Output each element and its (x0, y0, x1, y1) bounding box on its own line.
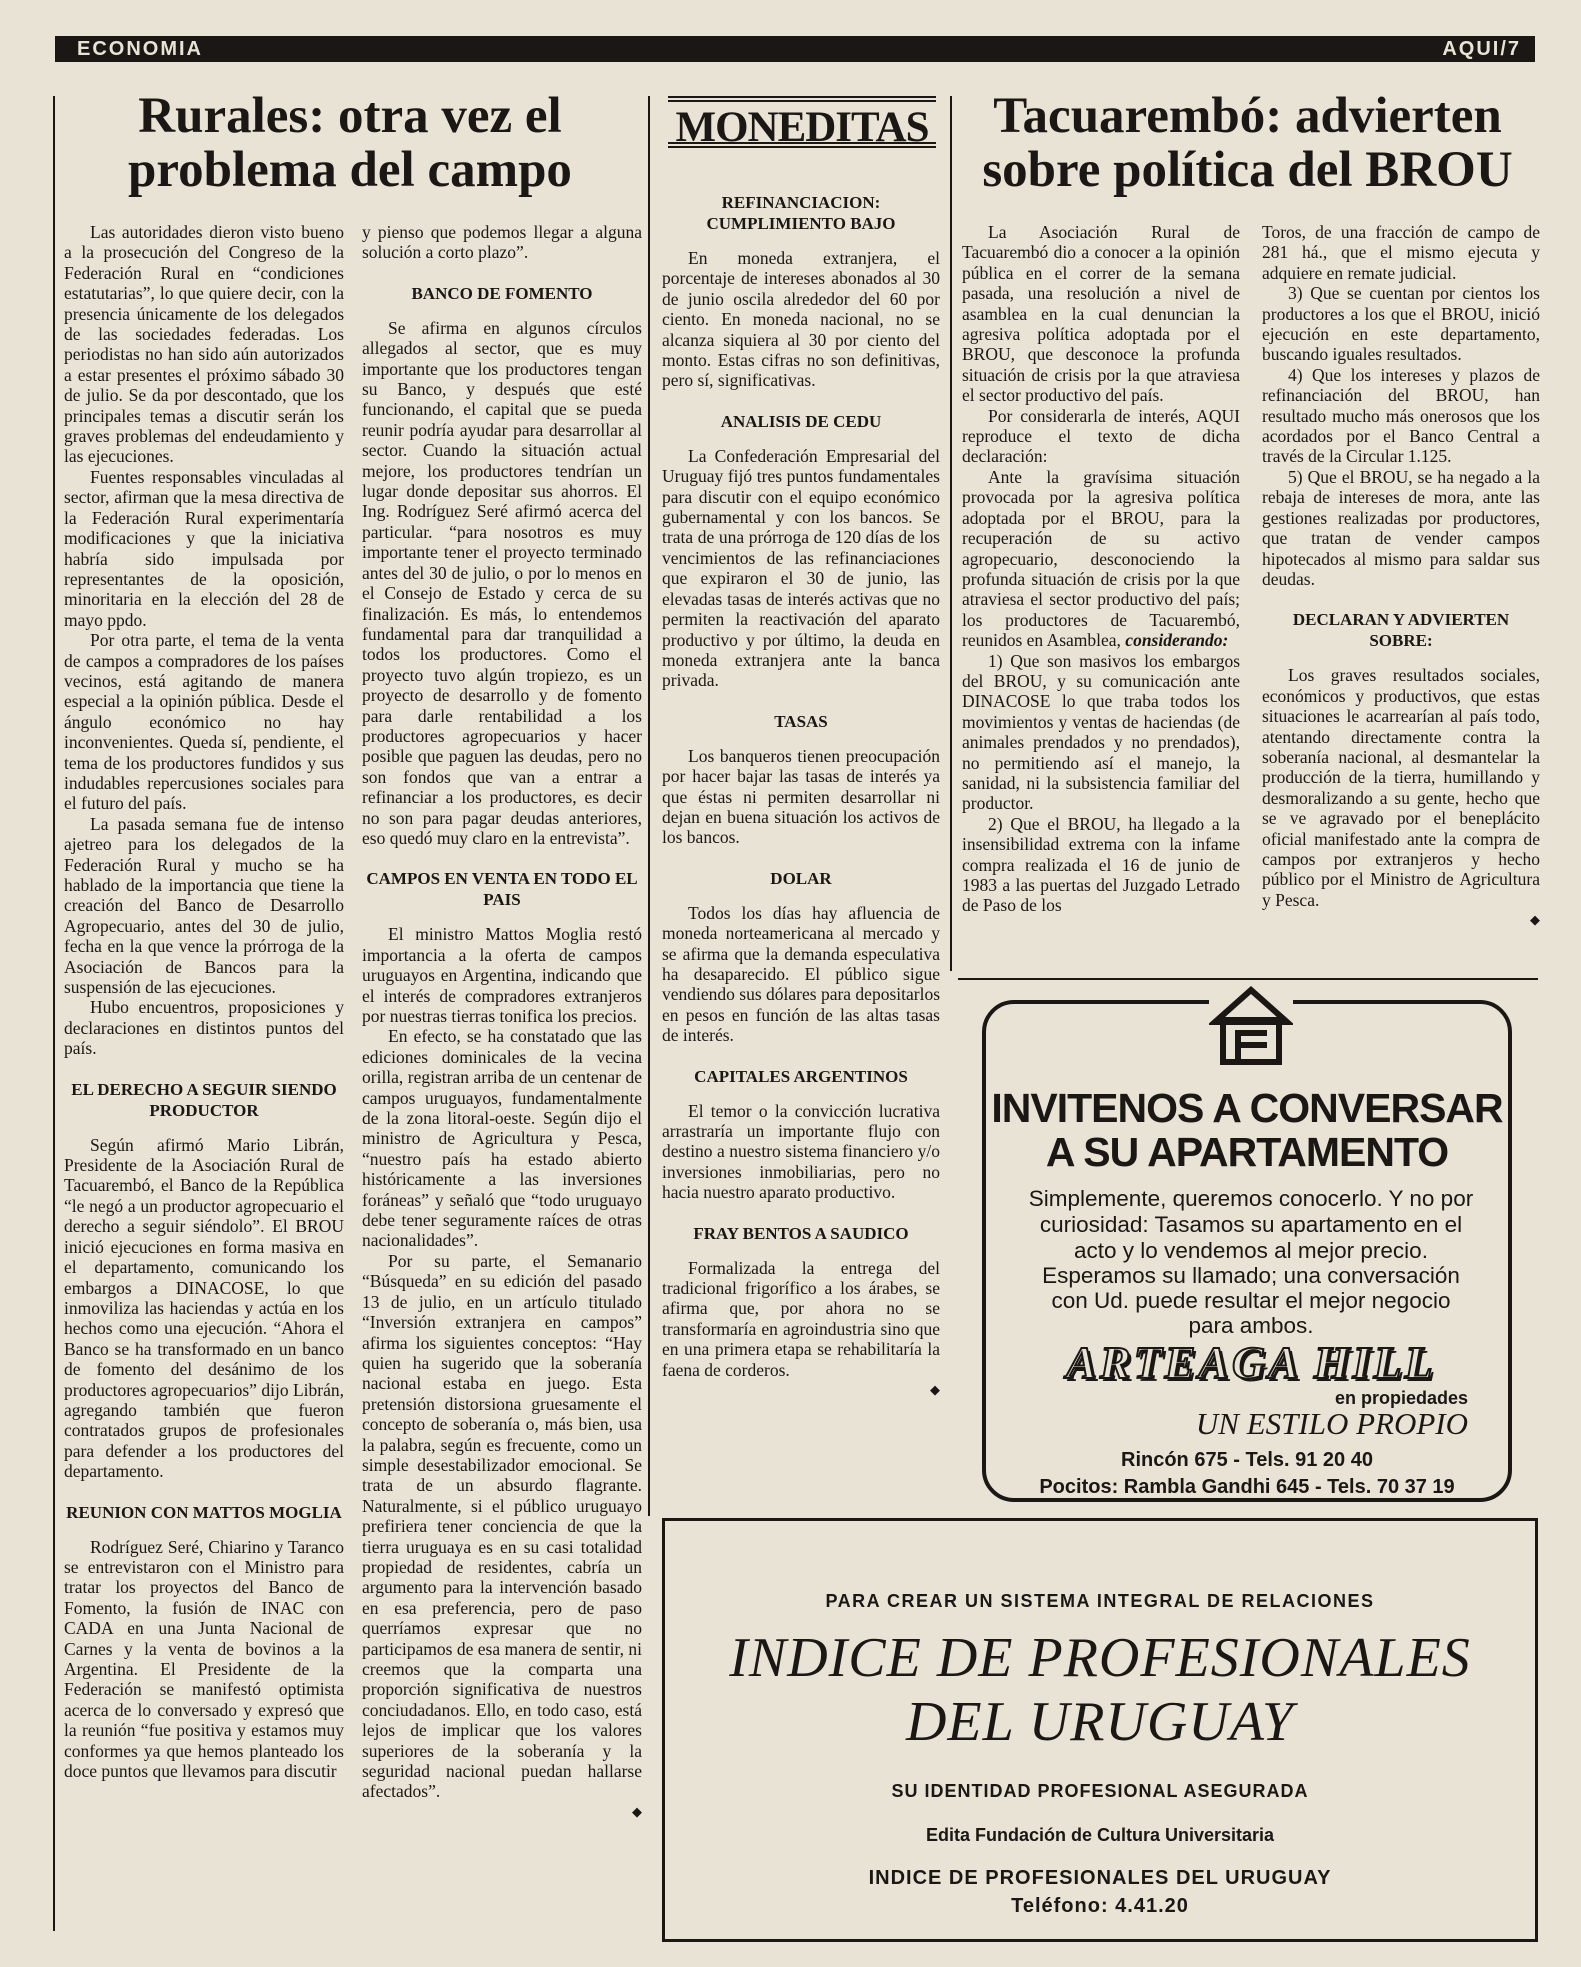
ad-name: INDICE DE PROFESIONALES DEL URUGUAY (868, 1867, 1332, 1889)
moneditas-column (662, 192, 940, 1512)
paragraph: Los banqueros tienen preocupación por hacer bajar las tasas de interés ya que éstas ni permiten desarrollar ni dejan en buena situación los activos de los bancos. (662, 745, 940, 848)
brand-name: ARTEAGA HILL (1066, 1337, 1436, 1388)
end-mark: ◆ (930, 1382, 940, 1398)
ad-address: Pocitos: Rambla Gandhi 645 - Tels. 70 37 19 (1039, 1476, 1455, 1498)
subheading: BANCO DE FOMENTO (411, 283, 593, 303)
end-mark: ◆ (632, 1803, 642, 1819)
rurales-column-1 (64, 222, 344, 1934)
page-number: AQUI/7 (1442, 38, 1521, 60)
subheading: CAPITALES ARGENTINOS (694, 1066, 908, 1086)
ad-text-line: curiosidad: Tasamos su apartamento en el (1039, 1212, 1463, 1237)
paragraph: La pasada semana fue de intenso ajetreo para los delegados de la Federación Rural y mucho se ha hablado de la importancia que tiene la creación del Banco de Desarrollo Agropecuario, antes del 30 de julio, fecha en la que vence la prórroga de la Asociación de Bancos para la suspensión de las ejecuciones. (64, 813, 344, 998)
section-header-bar (55, 36, 1535, 62)
paragraph: 4) Que los intereses y plazos de refinanciación del BROU, han resultado mucho más onerosos que los acordados por el Banco Central a través de la Circular 1.125. (1262, 364, 1540, 467)
paragraph: Rodríguez Seré, Chiarino y Taranco se entrevistaron con el Ministro para tratar los proyectos del Banco de Fomento, la fusión de INAC con CADA en una Junta Nacional de Carnes y la venta de bovinos a la Argentina. El Presidente de la Federación se manifestó optimista acerca de lo conversado y expresó que la reunión “fue positiva y estamos muy conformes ya que hemos planteado los doce puntos que llevamos para discutir (64, 1536, 344, 1782)
paragraph: Las autoridades dieron visto bueno a la prosecución del Congreso de la Federación Rural en “condiciones estatutarias”, lo que quiere decir, con la presencia únicamente de los delegados de las sociedades federadas. Los periodistas no han sido aún autorizados a estar presentes el próximo sábado 30 de julio. Se da por descontado, que los principales temas a discutir serán los graves problemas del endeudamiento y las ejecuciones. (64, 222, 344, 467)
subheading: REUNION CON MATTOS MOGLIA (66, 1502, 342, 1522)
arteaga-hill-ad (982, 1000, 1512, 1502)
column-rule (648, 96, 650, 1516)
paragraph: y pienso que podemos llegar a alguna solución a corto plazo”. (362, 222, 642, 263)
subheading: DECLARAN Y ADVIERTEN SOBRE: (1292, 610, 1510, 651)
paragraph: En moneda extranjera, el porcentaje de intereses abonados al 30 de junio oscila alrededor del 60 por ciento. En moneda nacional, no se alcanza siquiera al 30 por ciento del monto. Estas cifras no son definitivas, pero sí, significativas. (662, 248, 940, 391)
ad-text-line: acto y lo vendemos al mejor precio. (1074, 1238, 1428, 1263)
paragraph: Los graves resultados sociales, económicos y productivos, que estas situaciones le acarrearían al país todo, atentando directamente contra la soberanía nacional, al desmantelar la producción de la tierra, humillando y desmoralizando a su gente, hecho que se ve agravado por el beneplácito oficial manifestado ante la compra de campos por extranjeros y hecho público por el Ministro de Agricultura y Pesca. (1262, 665, 1540, 910)
paragraph: Formalizada la entrega del tradicional frigorífico a los árabes, se afirma que, por ahora no se transformaría en agroindustria sino que en una primera etapa se rehabilitaría la faena de corderos. (662, 1257, 940, 1380)
paragraph: Se afirma en algunos círculos allegados al sector, que es muy importante que los productores tengan su Banco, y después que esté funcionando, el capital que se pueda reunir podría ayudar para desarrollar al sector. Cuando la situación actual mejore, los productores tendrían un lugar donde depositar sus ahorros. El Ing. Rodríguez Seré afirmó acerca del particular. “para nosotros es muy importante tener el proyecto terminado antes del 30 de julio, o por lo menos en el Consejo de Estado y cerca de su finalización. Es más, lo entendemos fundamental para dar tranquilidad a todos los productores. Como el proyecto tuvo algún tropiezo, es un proyecto de desarrollo y de fomento para darle rentabilidad a los productores agropecuarios y hacer posible que paguen las deudas, pero no son fondos que van a entrar a refinanciar a los productores, es decir no son para pagar deudas anteriores, eso quedó muy claro en la entrevista”. (362, 317, 642, 848)
subheading: DOLAR (770, 868, 832, 888)
paragraph: El ministro Mattos Moglia restó importancia a la oferta de campos uruguayos en Argentina, indicando que el interés de compradores extranjeros por nuestras tierras tonifica los precios. (362, 924, 642, 1026)
subheading: TASAS (774, 711, 828, 731)
moneditas-logo: MONEDITAS (668, 96, 936, 148)
paragraph: 2) Que el BROU, ha llegado a la insensibilidad extrema con la infame compra realizada el 16 de junio de 1983 a las puertas del Juzgado Letrado de Paso de los (962, 813, 1240, 916)
brand-subtitle: en propiedades (1334, 1388, 1468, 1408)
ad-title: INDICE DE PROFESIONALES (729, 1627, 1471, 1689)
paragraph: 1) Que son masivos los embargos del BROU, y su comunicación ante DINACOSE lo que traba todos los movimientos y ventas de haciendas (de animales prendados y no prendados), no permitiendo así el manejo, la sanidad, ni la subsistencia familiar del productor. (962, 650, 1240, 814)
paragraph: 5) Que el BROU, se ha negado a la rebaja de intereses de mora, ante las gestiones realizadas por productores, que tratan de vender campos hipotecados al mismo para saldar sus deudas. (1262, 466, 1540, 589)
subheading: ANALISIS DE CEDU (720, 411, 882, 431)
ad-headline: INVITENOS A CONVERSAR (991, 1085, 1503, 1131)
ad-lead: PARA CREAR UN SISTEMA INTEGRAL DE RELACIONES (825, 1591, 1375, 1611)
brand-slogan: UN ESTILO PROPIO (1195, 1406, 1468, 1441)
paragraph: Toros, de una fracción de campo de 281 há., que el mismo ejecuta y adquiere en remate judicial. (1262, 222, 1540, 283)
paragraph: Todos los días hay afluencia de moneda norteamericana al mercado y se afirma que la demanda especulativa ha desaparecido. El público sigue vendiendo sus dólares para depositarlos en pesos en función de las altas tasas de interés. (662, 902, 940, 1046)
rurales-column-2 (362, 222, 642, 1934)
tacuarembo-column-2 (1262, 222, 1540, 970)
column-rule (53, 96, 55, 1931)
ad-text-line: Esperamos su llamado; una conversación (1042, 1263, 1460, 1288)
ad-address: Rincón 675 - Tels. 91 20 40 (1121, 1449, 1373, 1471)
end-mark: ◆ (1530, 912, 1540, 928)
subheading: FRAY BENTOS A SAUDICO (693, 1223, 909, 1243)
tacuarembo-column-1 (962, 222, 1240, 970)
ad-publisher: Edita Fundación de Cultura Universitaria (925, 1825, 1275, 1845)
paragraph (962, 467, 1240, 651)
paragraph: Por otra parte, el tema de la venta de campos a compradores de los países vecinos, está agitando de manera especial a la opinión pública. Desde el ángulo económico no hay inconvenientes. Queda sí, pendiente, el tema de los productores fundidos y sus indudables repercusiones sociales para el futuro del país. (64, 630, 344, 814)
ad-headline: A SU APARTAMENTO (1045, 1129, 1449, 1175)
indice-profesionales-ad (662, 1518, 1538, 1942)
paragraph: Según afirmó Mario Librán, Presidente de la Asociación Rural de Tacuarembó, el Banco de la República “le negó a un productor agropecuario el derecho a seguir siéndolo”. El BROU inició ejecuciones en forma masiva en el departamento, comunicando los embargos a DINACOSE, lo que inmoviliza las haciendas y actúa en los hechos como una ejecución. “Ahora el Banco se ha transformado en un banco de fomento del desánimo de los productores agropecuarios” dijo Librán, agregando también que fueron contratados grupos de profesionales para defender a los productores del departamento. (64, 1134, 344, 1482)
paragraph: 3) Que se cuentan por cientos los productores a los que el BROU, inició ejecución en este departamento, buscando iguales resultados. (1262, 283, 1540, 365)
paragraph-text: Ante la gravísima situación provocada por la agresiva política adoptada por el BROU, para la recuperación de su activo agropecuario, desconociendo la profunda situación de crisis por la que atraviesa el sector productivo del país; los productores de Tacuarembó, reunidos en Asamblea, (962, 466, 1240, 651)
paragraph: El temor o la convicción lucrativa arrastraría un importante flujo con destino a nuestro sistema financiero y/o inversiones inmobiliarias, pero no hacia nuestro aparato productivo. (662, 1100, 940, 1203)
ad-text-line: Simplemente, queremos conocerlo. Y no por (1028, 1186, 1474, 1211)
ad-title: DEL URUGUAY (905, 1691, 1294, 1753)
paragraph: Por su parte, el Semanario “Búsqueda” en su edición del pasado 13 de julio, en un artículo titulado “Inversión extranjera en campos” afirma los siguientes conceptos: “Hay quien ha sugerido que la soberanía nacional estaba en juego. Esta pretensión distorsiona gruesamente el concepto de soberanía o, más bien, usa la palabra, según es frecuente, como un simple desestabilizador emocional. Se trata de un absurdo flagrante. Naturalmente, si el público uruguayo prefiriera tener conciencia de que la tierra uruguaya es en su casi totalidad propiedad de residentes, cabría un argumento para la intervención basado en esa preferencia, pero de paso querríamos expresar que no participamos de esa manera de sentir, ni creemos que la comparta una proporción significativa de nuestros conciudadanos. Ello, en todo caso, está lejos de implicar que los valores superiores de la soberanía y la seguridad nacional puedan hallarse afectados”. (362, 1250, 642, 1802)
ad-text-line: con Ud. puede resultar el mejor negocio (1051, 1288, 1451, 1313)
paragraph: Fuentes responsables vinculadas al sector, afirman que la mesa directiva de la Federación Rural experimentaría modificaciones y que la iniciativa habría sido impulsada por representantes de la oposición, minoritaria en la elección del 28 de mayo ppdo. (64, 466, 344, 630)
ad-phone: Teléfono: 4.41.20 (1011, 1895, 1189, 1917)
ad-tagline: SU IDENTIDAD PROFESIONAL ASEGURADA (891, 1781, 1309, 1801)
rurales-headline: Rurales: otra vez el problema del campo (128, 88, 572, 198)
section-rule (958, 978, 1538, 980)
paragraph: En efecto, se ha constatado que las ediciones dominicales de la vecina orilla, registran arriba de un centenar de campos uruguayos, fundamentalmente de la zona litoral-oeste. Según dijo el ministro de Agricultura y Pesca, “nuestro país ha estado abierto históricamente a las inversiones foráneas” y señaló que “todo uruguayo debe tener seguramente raíces de otras nacionalidades”. (362, 1026, 642, 1251)
section-name: ECONOMIA (77, 38, 203, 60)
subheading: REFINANCIACION: CUMPLIMIENTO BAJO (706, 193, 896, 233)
paragraph: Por considerarla de interés, AQUI reproduce el texto de dicha declaración: (962, 405, 1240, 467)
ad-text-line: para ambos. (1188, 1313, 1314, 1338)
emphasis: considerando: (1125, 630, 1229, 651)
paragraph: Hubo encuentros, proposiciones y declaraciones en distintos puntos del país. (64, 997, 344, 1059)
paragraph: La Asociación Rural de Tacuarembó dio a conocer a la opinión pública en el correr de la semana pasada, una resolución a nivel de asamblea en la cual denuncian la agresiva política adoptada por el BROU, que desconoce la profunda situación de crisis por la que atraviesa el sector productivo del país. (962, 222, 1240, 406)
subheading: CAMPOS EN VENTA EN TODO EL PAIS (366, 869, 638, 910)
column-rule (950, 96, 952, 971)
paragraph: La Confederación Empresarial del Uruguay fijó tres puntos fundamentales para discutir con el equipo económico gubernamental y con los bancos. Se trata de una prórroga de 120 días de los vencimientos de las refinanciaciones que expiraron el 30 de junio, las elevadas tasas de interés activas que no permiten la reactivación del aparato productivo y por último, la deuda en moneda extranjera ante la banca privada. (662, 445, 940, 691)
tacuarembo-headline: Tacuarembó: advierten sobre política del BROU (982, 88, 1513, 198)
house-logo-icon (1209, 986, 1293, 1066)
subheading: EL DERECHO A SEGUIR SIENDO PRODUCTOR (71, 1079, 337, 1120)
